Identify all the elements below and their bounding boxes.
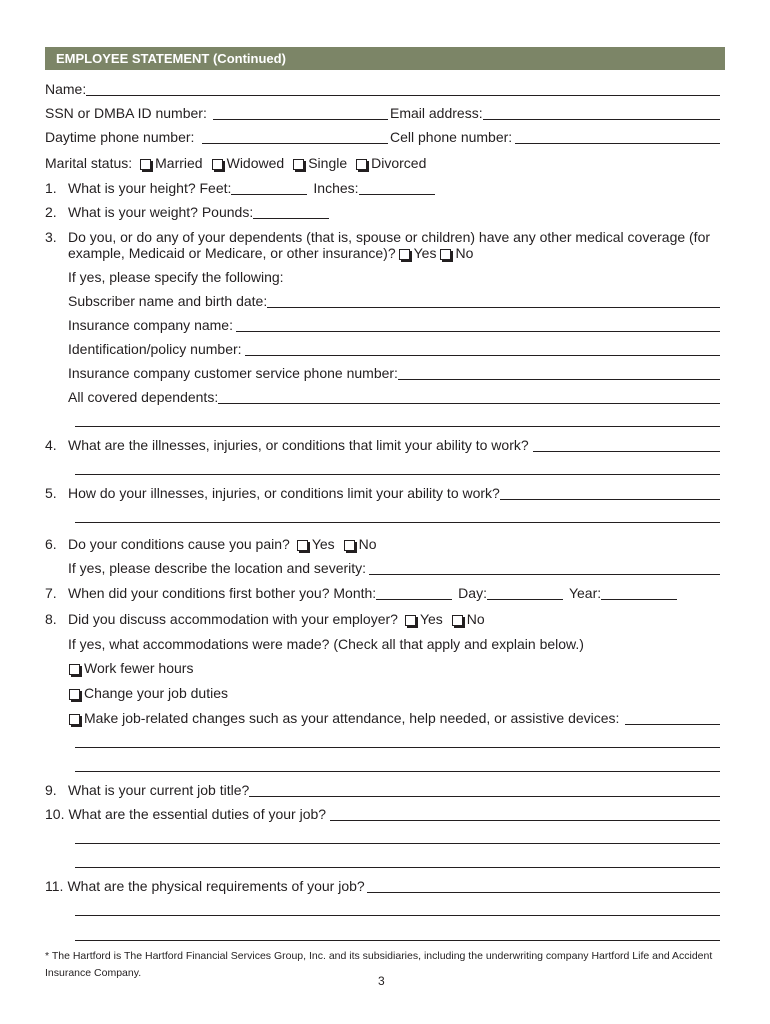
single-checkbox[interactable] bbox=[293, 159, 304, 170]
q1-number: 1. bbox=[45, 180, 57, 196]
q9-row bbox=[45, 780, 720, 800]
q1-row bbox=[45, 178, 435, 198]
q4-field[interactable] bbox=[533, 436, 720, 452]
daytime-phone-row bbox=[45, 127, 388, 147]
subscriber-label: Subscriber name and birth date: bbox=[68, 293, 268, 309]
divorced-checkbox[interactable] bbox=[356, 159, 367, 170]
subscriber-row bbox=[68, 291, 720, 311]
q8-no-label: No bbox=[466, 611, 485, 627]
q11-extra-line-1[interactable] bbox=[75, 915, 720, 916]
q7-text: When did your conditions first bother you? Month: bbox=[68, 585, 377, 601]
name-field[interactable] bbox=[86, 80, 720, 96]
q6-field[interactable] bbox=[369, 559, 720, 575]
q6-no-label: No bbox=[358, 536, 377, 552]
q6-if-yes-row bbox=[68, 558, 720, 578]
marital-status-row bbox=[45, 153, 426, 173]
q5-field[interactable] bbox=[500, 484, 720, 500]
feet-field[interactable] bbox=[231, 179, 307, 195]
q5-text: How do your illnesses, injuries, or conditions limit your ability to work? bbox=[68, 485, 500, 501]
q9-text: What is your current job title? bbox=[68, 782, 250, 798]
q11-row bbox=[45, 876, 720, 896]
q4-extra-line[interactable] bbox=[75, 474, 720, 475]
q8-row bbox=[45, 609, 485, 629]
q6-no-checkbox[interactable] bbox=[344, 540, 355, 551]
q4-text: What are the illnesses, injuries, or conditions that limit your ability to work? bbox=[68, 437, 529, 453]
dependents-row bbox=[68, 387, 720, 407]
single-label: Single bbox=[308, 155, 348, 171]
q6-row bbox=[45, 534, 377, 554]
q11-extra-line-2[interactable] bbox=[75, 940, 720, 941]
policy-number-field[interactable] bbox=[245, 340, 720, 356]
q6-yes-label: Yes bbox=[311, 536, 335, 552]
day-label: Day: bbox=[458, 585, 487, 601]
email-label: Email address: bbox=[390, 105, 483, 121]
work-fewer-hours-checkbox[interactable] bbox=[69, 664, 80, 675]
q10-row bbox=[45, 804, 720, 824]
inches-field[interactable] bbox=[359, 179, 435, 195]
subscriber-field[interactable] bbox=[267, 292, 720, 308]
dependents-label: All covered dependents: bbox=[68, 389, 219, 405]
q2-number: 2. bbox=[45, 204, 57, 220]
q2-row bbox=[45, 202, 329, 222]
service-phone-label: Insurance company customer service phone number: bbox=[68, 365, 398, 381]
job-changes-checkbox[interactable] bbox=[69, 714, 80, 725]
name-row bbox=[45, 79, 720, 99]
service-phone-row bbox=[68, 363, 720, 383]
divorced-label: Divorced bbox=[371, 155, 427, 171]
footnote: * The Hartford is The Hartford Financial Services Group, Inc. and its subsidiaries, including the underwriting company Hartford Life and Accident Insurance Company. bbox=[45, 950, 713, 979]
ssn-label: SSN or DMBA ID number: bbox=[45, 105, 207, 121]
q6-number: 6. bbox=[45, 536, 57, 552]
q6-yes-checkbox[interactable] bbox=[297, 540, 308, 551]
change-duties-label: Change your job duties bbox=[84, 685, 228, 701]
job-changes-row bbox=[66, 708, 720, 728]
q10-field[interactable] bbox=[330, 805, 720, 821]
page-number: 3 bbox=[378, 974, 385, 988]
insurance-company-row bbox=[68, 315, 720, 335]
ssn-row bbox=[45, 103, 388, 123]
q5-number: 5. bbox=[45, 485, 57, 501]
married-label: Married bbox=[155, 155, 203, 171]
q6-if-yes: If yes, please describe the location and severity: bbox=[68, 560, 367, 576]
year-field[interactable] bbox=[601, 584, 677, 600]
email-row bbox=[390, 103, 720, 123]
ssn-field[interactable] bbox=[213, 104, 388, 120]
q3-row-2 bbox=[68, 243, 473, 263]
month-field[interactable] bbox=[376, 584, 452, 600]
job-changes-field[interactable] bbox=[625, 709, 720, 725]
marital-status-label: Marital status: bbox=[45, 155, 133, 171]
q10-number: 10. bbox=[45, 806, 65, 822]
q10-text: What are the essential duties of your job? bbox=[68, 806, 327, 822]
q11-field[interactable] bbox=[367, 877, 720, 893]
insurance-company-field[interactable] bbox=[236, 316, 720, 332]
dependents-field[interactable] bbox=[218, 388, 720, 404]
q11-number: 11. bbox=[45, 878, 64, 894]
q3-text-line2: example, Medicaid or Medicare, or other insurance)? bbox=[68, 245, 396, 261]
insurance-company-label: Insurance company name: bbox=[68, 317, 233, 333]
cell-phone-row bbox=[390, 127, 720, 147]
q4-number: 4. bbox=[45, 437, 57, 453]
q4-row bbox=[45, 435, 720, 455]
dependents-extra-line[interactable] bbox=[75, 426, 720, 427]
q3-text-line1: Do you, or do any of your dependents (that is, spouse or children) have any other medical coverage (for bbox=[68, 229, 711, 245]
q1-text: What is your height? Feet: bbox=[68, 180, 232, 196]
q2-text: What is your weight? Pounds: bbox=[68, 204, 254, 220]
work-fewer-hours-label: Work fewer hours bbox=[84, 660, 194, 676]
job-changes-label: Make job-related changes such as your attendance, help needed, or assistive devices: bbox=[84, 710, 620, 726]
year-label: Year: bbox=[568, 585, 602, 601]
q7-row bbox=[45, 583, 677, 603]
pounds-field[interactable] bbox=[253, 203, 329, 219]
q9-number: 9. bbox=[45, 782, 57, 798]
q11-text: What are the physical requirements of your job? bbox=[67, 878, 365, 894]
q8-yes-checkbox[interactable] bbox=[405, 615, 416, 626]
work-fewer-hours-row bbox=[66, 658, 193, 678]
q5-extra-line[interactable] bbox=[75, 522, 720, 523]
q6-text: Do your conditions cause you pain? bbox=[68, 536, 290, 552]
cell-phone-field[interactable] bbox=[515, 128, 720, 144]
q3-yes-label: Yes bbox=[413, 245, 437, 261]
q7-number: 7. bbox=[45, 585, 57, 601]
policy-number-row bbox=[68, 339, 720, 359]
daytime-phone-field[interactable] bbox=[202, 128, 388, 144]
name-label: Name: bbox=[45, 81, 87, 97]
inches-label: Inches: bbox=[313, 180, 359, 196]
q8-yes-label: Yes bbox=[419, 611, 443, 627]
cell-phone-label: Cell phone number: bbox=[390, 129, 513, 145]
email-field[interactable] bbox=[483, 104, 720, 120]
q9-field[interactable] bbox=[249, 781, 720, 797]
q3-yes-checkbox[interactable] bbox=[399, 249, 410, 260]
q8-if-yes-row bbox=[68, 634, 584, 654]
q3-no-label: No bbox=[455, 245, 474, 261]
widowed-label: Widowed bbox=[226, 155, 285, 171]
policy-number-label: Identification/policy number: bbox=[68, 341, 242, 357]
q3-if-yes-row bbox=[68, 267, 284, 287]
day-field[interactable] bbox=[487, 584, 563, 600]
q8-extra-line-2[interactable] bbox=[75, 771, 720, 772]
married-checkbox[interactable] bbox=[140, 159, 151, 170]
section-header: EMPLOYEE STATEMENT (Continued) bbox=[45, 47, 725, 70]
q10-extra-line-1[interactable] bbox=[75, 843, 720, 844]
widowed-checkbox[interactable] bbox=[212, 159, 223, 170]
q3-no-checkbox[interactable] bbox=[440, 249, 451, 260]
q3-if-yes: If yes, please specify the following: bbox=[68, 269, 284, 285]
q8-number: 8. bbox=[45, 611, 57, 627]
q10-extra-line-2[interactable] bbox=[75, 867, 720, 868]
q8-if-yes: If yes, what accommodations were made? (Check all that apply and explain below.) bbox=[68, 636, 584, 652]
q3-number: 3. bbox=[45, 229, 57, 245]
service-phone-field[interactable] bbox=[398, 364, 720, 380]
daytime-phone-label: Daytime phone number: bbox=[45, 129, 195, 145]
q8-extra-line-1[interactable] bbox=[75, 747, 720, 748]
change-duties-row bbox=[66, 683, 228, 703]
change-duties-checkbox[interactable] bbox=[69, 689, 80, 700]
q8-text: Did you discuss accommodation with your employer? bbox=[68, 611, 398, 627]
q8-no-checkbox[interactable] bbox=[452, 615, 463, 626]
q5-row bbox=[45, 483, 720, 503]
